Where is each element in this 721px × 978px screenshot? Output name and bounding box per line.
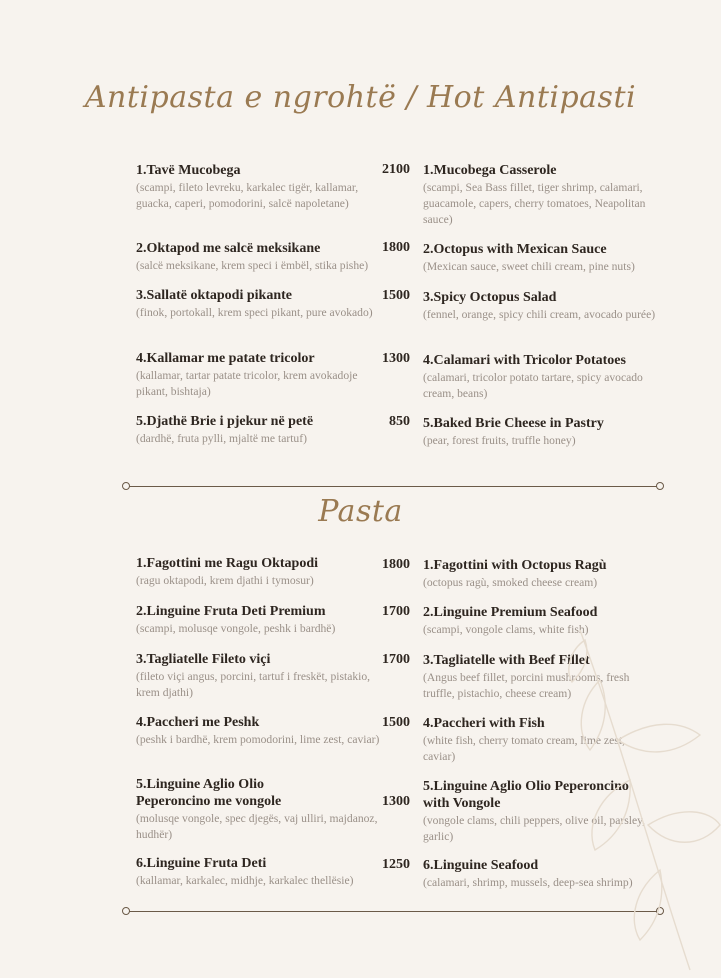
item-name: 4.Paccheri me Peshk [136, 715, 260, 730]
item-price: 2100 [382, 162, 410, 177]
item-desc: (pear, forest fruits, truffle honey) [423, 434, 576, 447]
leaf-decoration-icon [560, 620, 721, 978]
menu-item-sq [136, 162, 382, 212]
item-desc: (ragu oktapodi, krem djathi i tymosur) [136, 574, 314, 587]
item-price: 1300 [382, 794, 410, 809]
item-name: 1.Mucobega Casserole [423, 163, 557, 178]
item-desc: (scampi, fileto levreku, karkalec tigër, kallamar, guacka, caperi, pomodorini, salcë napoletane) [136, 181, 359, 210]
menu-item-en [423, 352, 659, 402]
item-desc: (molusqe vongole, spec djegës, vaj ulliri, majdanoz, hudhër) [136, 812, 378, 841]
item-desc: (scampi, Sea Bass fillet, tiger shrimp, calamari, guacamole, capers, cherry tomatoes, Neapolitan sauce) [423, 181, 646, 226]
item-desc: (finok, portokall, krem speci pikant, pure avokado) [136, 306, 373, 319]
item-name: 5.Baked Brie Cheese in Pastry [423, 416, 604, 431]
item-name: 1.Fagottini with Octopus Ragù [423, 558, 607, 573]
item-name: 3.Sallatë oktapodi pikante [136, 288, 292, 303]
item-desc: (fennel, orange, spicy chili cream, avocado purée) [423, 308, 656, 321]
item-name: 3.Tagliatelle with Beef Fillet [423, 653, 590, 668]
item-desc: (calamari, tricolor potato tartare, spicy avocado cream, beans) [423, 371, 643, 400]
item-name: 2.Linguine Fruta Deti Premium [136, 604, 326, 619]
item-desc: (vongole clams, chili peppers, olive oil, parsley, garlic) [423, 814, 646, 843]
item-name: 5.Linguine Aglio Olio Peperoncino me vongole [136, 777, 282, 809]
item-desc: (salcë meksikane, krem speci i ëmbël, stika pishe) [136, 259, 369, 272]
menu-item-sq [136, 714, 382, 748]
menu-item-en [423, 241, 659, 275]
pasta-title: Pasta [318, 494, 403, 529]
item-name: 6.Linguine Seafood [423, 858, 539, 873]
menu-item-sq [136, 350, 382, 400]
item-price: 1800 [382, 240, 410, 255]
item-name: 4.Kallamar me patate tricolor [136, 351, 315, 366]
item-name: 5.Djathë Brie i pjekur në petë [136, 414, 314, 429]
item-name: 1.Tavë Mucobega [136, 163, 241, 178]
divider-dot [122, 907, 130, 915]
item-desc: (kallamar, karkalec, midhje, karkalec thellësie) [136, 874, 354, 887]
item-desc: (dardhë, fruta pylli, mjaltë me tartuf) [136, 432, 307, 445]
item-price: 1700 [382, 652, 410, 667]
menu-item-sq [136, 651, 382, 701]
menu-item-sq [136, 240, 382, 274]
item-desc: (peshk i bardhë, krem pomodorini, lime zest, caviar) [136, 733, 380, 746]
item-price: 850 [389, 414, 410, 429]
menu-item-en [423, 289, 659, 323]
item-price: 1300 [382, 351, 410, 366]
item-desc: (Mexican sauce, sweet chili cream, pine nuts) [423, 260, 635, 273]
item-name: 4.Calamari with Tricolor Potatoes [423, 353, 626, 368]
item-name: 3.Spicy Octopus Salad [423, 290, 557, 305]
item-desc: (scampi, molusqe vongole, peshk i bardhë) [136, 622, 336, 635]
divider-dot [122, 482, 130, 490]
menu-item-sq [136, 603, 382, 637]
item-name: 2.Oktapod me salcë meksikane [136, 241, 321, 256]
section-divider [128, 486, 658, 487]
item-name: 4.Paccheri with Fish [423, 716, 545, 731]
divider-dot [656, 482, 664, 490]
item-name: 3.Tagliatelle Fileto viçi [136, 652, 271, 667]
item-desc: (calamari, shrimp, mussels, deep-sea shrimp) [423, 876, 633, 889]
item-price: 1250 [382, 857, 410, 872]
item-desc: (octopus ragù, smoked cheese cream) [423, 576, 598, 589]
item-name: 5.Linguine Aglio Olio Peperoncino with Vongole [423, 779, 629, 811]
menu-item-en [423, 557, 659, 591]
item-name: 6.Linguine Fruta Deti [136, 856, 267, 871]
item-desc: (Angus beef fillet, porcini mushrooms, fresh truffle, pistachio, cheese cream) [423, 671, 630, 700]
item-desc: (fileto viçi angus, porcini, tartuf i freskët, pistakio, krem djathi) [136, 670, 371, 699]
antipasti-title: Antipasta e ngrohtë / Hot Antipasti [84, 80, 637, 115]
item-name: 2.Octopus with Mexican Sauce [423, 242, 607, 257]
menu-item-sq [136, 855, 382, 889]
item-desc: (white fish, cherry tomato cream, lime zest, caviar) [423, 734, 625, 763]
item-desc: (kallamar, tartar patate tricolor, krem avokadoje pikant, bishtaja) [136, 369, 358, 398]
menu-item-sq [136, 287, 382, 321]
item-price: 1800 [382, 557, 410, 572]
menu-item-sq [136, 555, 382, 589]
menu-item-sq [136, 776, 382, 843]
menu-item-sq [136, 413, 382, 447]
item-price: 1700 [382, 604, 410, 619]
item-name: 2.Linguine Premium Seafood [423, 605, 598, 620]
menu-item-en [423, 415, 659, 449]
item-price: 1500 [382, 715, 410, 730]
item-name: 1.Fagottini me Ragu Oktapodi [136, 556, 319, 571]
item-desc: (scampi, vongole clams, white fish) [423, 623, 589, 636]
item-price: 1500 [382, 288, 410, 303]
menu-item-en [423, 162, 659, 228]
